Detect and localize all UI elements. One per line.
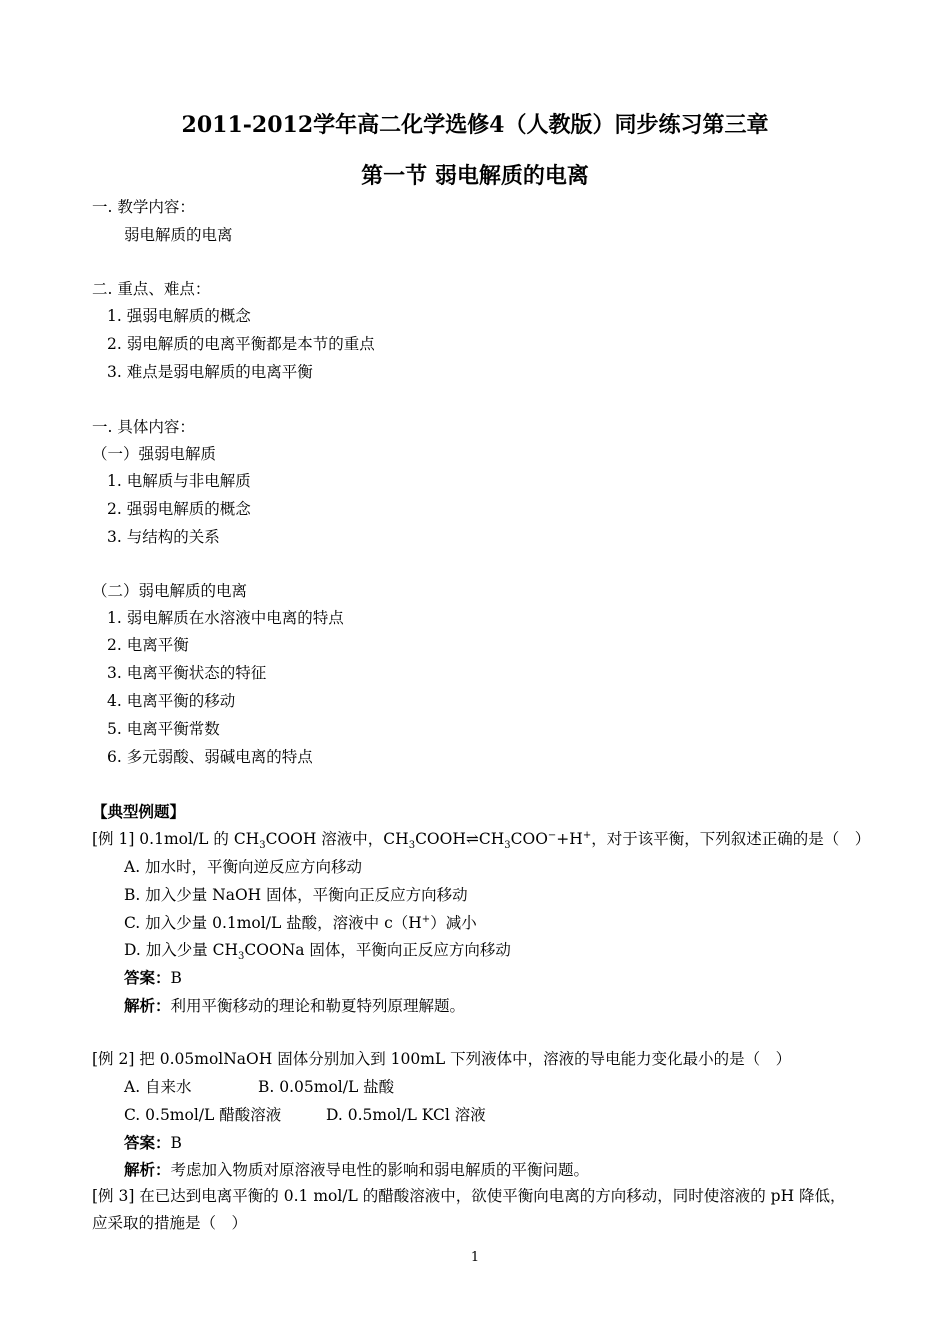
subsection1-heading: （一）强弱电解质 (92, 445, 217, 463)
section3-heading: 一. 具体内容： (92, 418, 195, 436)
equilibrium-arrow-icon: ⇌ (465, 830, 479, 848)
subsection2-heading: （二）弱电解质的电离 (92, 582, 248, 600)
example3-question-line2: 应采取的措施是（ ） (92, 1214, 248, 1232)
section1-heading: 一. 教学内容： (92, 198, 195, 216)
subsection1-item: 1. 电解质与非电解质 (107, 472, 251, 490)
example2-option-a: A. 自来水 (124, 1078, 192, 1096)
section2-item: 3. 难点是弱电解质的电离平衡 (107, 363, 313, 381)
example2-option-b: B. 0.05mol/L 盐酸 (258, 1078, 395, 1096)
example1-option-d: D. 加入少量 $CH_3COONa$ 固体，平衡向正反应方向移动 (124, 941, 511, 963)
section2-heading: 二. 重点、难点： (92, 280, 211, 298)
subsection1-item: 3. 与结构的关系 (107, 528, 220, 546)
section2-item: 2. 弱电解质的电离平衡都是本节的重点 (107, 335, 375, 353)
subsection2-item: 3. 电离平衡状态的特征 (107, 664, 267, 682)
page-number: 1 (470, 1250, 480, 1265)
subsection2-item: 5. 电离平衡常数 (107, 720, 220, 738)
example2-option-d: D. 0.5mol/L KCl 溶液 (326, 1106, 486, 1124)
subsection2-item: 4. 电离平衡的移动 (107, 692, 236, 710)
example2-question: [例 2] 把 0.05molNaOH 固体分别加入到 100mL 下列液体中，溶液的导电能力变化最小的是（ ） (92, 1050, 792, 1068)
example1-question: [例 1] 0.1mol/L 的 $CH_3COOH$ 溶液中，$CH_3COOH\rightleftharpoons CH_3COO^-+H^+$，对于该平衡，下列叙述正确的是（ ） (92, 829, 871, 852)
example1-option-a: A. 加水时，平衡向逆反应方向移动 (124, 858, 363, 876)
subsection1-item: 2. 强弱电解质的概念 (107, 500, 251, 518)
example2-answer: 答案：B (124, 1133, 182, 1152)
document-subtitle: 第一节 弱电解质的电离 (361, 163, 589, 189)
subsection2-item: 6. 多元弱酸、弱碱电离的特点 (107, 748, 313, 766)
subsection2-item: 1. 弱电解质在水溶液中电离的特点 (107, 609, 344, 627)
section1-content: 弱电解质的电离 (124, 226, 233, 244)
example3-question-line1: [例 3] 在已达到电离平衡的 0.1 mol/L 的醋酸溶液中，欲使平衡向电离的方向移动，同时使溶液的 pH 降低， (92, 1187, 846, 1205)
example2-option-c: C. 0.5mol/L 醋酸溶液 (124, 1106, 282, 1124)
examples-heading: 【典型例题】 (92, 802, 186, 821)
example1-answer: 答案：B (124, 968, 182, 987)
example1-analysis: 解析：利用平衡移动的理论和勒夏特列原理解题。 (124, 996, 466, 1015)
document-title: 2011-2012学年高二化学选修4（人教版）同步练习第三章 (181, 112, 769, 138)
section2-item: 1. 强弱电解质的概念 (107, 307, 251, 325)
subsection2-item: 2. 电离平衡 (107, 636, 189, 654)
example2-analysis: 解析：考虑加入物质对原溶液导电性的影响和弱电解质的平衡问题。 (124, 1160, 590, 1179)
example1-option-b: B. 加入少量 NaOH 固体，平衡向正反应方向移动 (124, 886, 468, 904)
example1-option-c: C. 加入少量 0.1mol/L 盐酸，溶液中 c（H+）减小 (124, 913, 477, 932)
